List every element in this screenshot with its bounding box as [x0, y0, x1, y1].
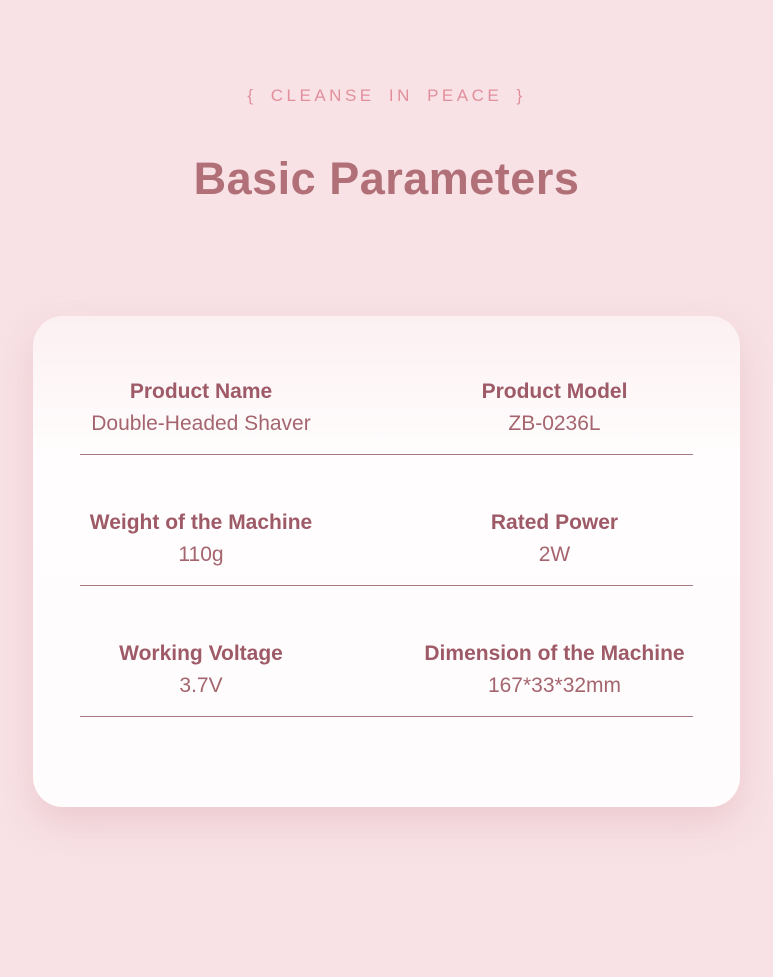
- param-label: Product Name: [129, 380, 273, 403]
- param-value: 3.7V: [179, 674, 223, 697]
- param-label: Dimension of the Machine: [424, 642, 685, 665]
- row-divider: [80, 716, 693, 717]
- parameters-card: [33, 316, 740, 807]
- param-row-3: [33, 642, 740, 698]
- param-label: Product Model: [481, 380, 628, 403]
- brand-tagline: { CLEANSE IN PEACE }: [247, 86, 526, 105]
- param-value: Double-Headed Shaver: [91, 412, 311, 435]
- param-row-2: [33, 511, 740, 567]
- param-row-1: [33, 380, 740, 436]
- param-value: 2W: [538, 543, 571, 566]
- param-rated-power: [369, 511, 740, 567]
- param-dimension: [369, 642, 740, 698]
- param-label: Working Voltage: [119, 642, 283, 665]
- row-divider: [80, 454, 693, 455]
- page-title: Basic Parameters: [193, 153, 580, 204]
- param-working-voltage: [33, 642, 369, 698]
- param-weight: [33, 511, 369, 567]
- param-value: ZB-0236L: [508, 412, 601, 435]
- param-label: Weight of the Machine: [89, 511, 313, 534]
- param-label: Rated Power: [490, 511, 619, 534]
- param-value: 167*33*32mm: [487, 674, 622, 697]
- param-value: 110g: [178, 543, 224, 566]
- param-product-model: [369, 380, 740, 436]
- param-product-name: [33, 380, 369, 436]
- row-divider: [80, 585, 693, 586]
